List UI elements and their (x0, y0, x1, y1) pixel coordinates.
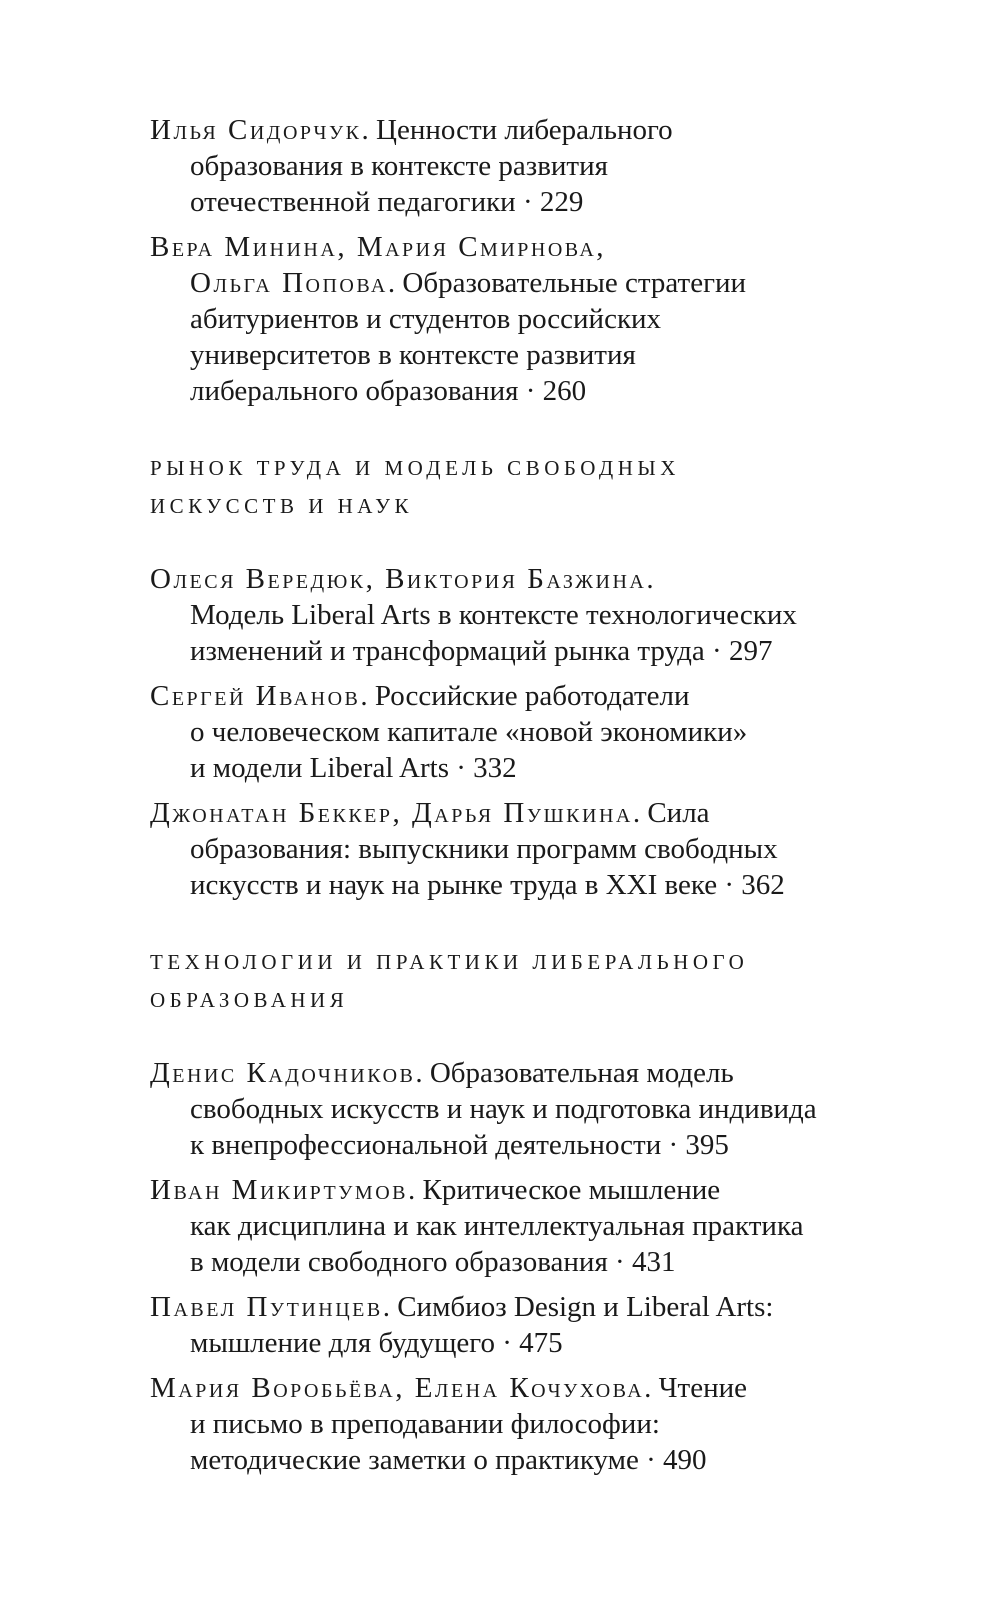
toc-entry-line (150, 337, 940, 373)
entry-text: . Образовательная модель (415, 1057, 734, 1089)
toc-entry (150, 112, 940, 220)
toc-entry-line (150, 229, 940, 265)
section-heading (150, 943, 940, 1019)
entry-text: искусств и наук на рынке труда в XXI веке · 362 (190, 869, 785, 901)
toc-entry (150, 678, 940, 786)
toc-entry-line (150, 597, 940, 633)
author-name: Мария Воробьёва, Елена Кочухова (150, 1372, 645, 1404)
section-heading (150, 449, 940, 525)
entry-text: отечественной педагогики · 229 (190, 186, 584, 218)
entry-text: . Чтение (644, 1372, 747, 1404)
toc-entry-line (150, 1055, 940, 1091)
toc-entry-line (150, 265, 940, 301)
entry-text: в модели свободного образования · 431 (190, 1246, 676, 1278)
toc-entry (150, 229, 940, 409)
toc-entry-line (150, 1127, 940, 1163)
section-heading-line: ИСКУССТВ И НАУК (150, 494, 414, 518)
entry-text: . Сила (632, 797, 710, 829)
entry-text: и письмо в преподавании философии: (190, 1408, 660, 1440)
entry-text: о человеческом капитале «новой экономики» (190, 716, 748, 748)
toc-entry (150, 561, 940, 669)
entry-text: Модель Liberal Arts в контексте технологических (190, 599, 797, 631)
toc-entry (150, 1289, 940, 1361)
toc-entry (150, 795, 940, 903)
entry-text: методические заметки о практикуме · 490 (190, 1444, 707, 1476)
author-name: Павел Путинцев (150, 1291, 383, 1323)
toc-entry-line (150, 1208, 940, 1244)
toc-entry-line (150, 1406, 940, 1442)
toc-entry-line (150, 633, 940, 669)
toc-entry-line (150, 1442, 940, 1478)
toc-entry-line (150, 373, 940, 409)
toc-entry-line (150, 184, 940, 220)
toc-entry (150, 1055, 940, 1163)
toc-entry-line (150, 301, 940, 337)
section-heading-line: ТЕХНОЛОГИИ И ПРАКТИКИ ЛИБЕРАЛЬНОГО (150, 950, 749, 974)
toc-entry-line (150, 1172, 940, 1208)
author-name: Денис Кадочников (150, 1057, 416, 1089)
entry-text: изменений и трансформаций рынка труда · 297 (190, 635, 773, 667)
toc-entry-line (150, 148, 940, 184)
toc-entry-line (150, 795, 940, 831)
toc-entry-line (150, 1370, 940, 1406)
author-name: Илья Сидорчук (150, 114, 362, 146)
entry-text: либерального образования · 260 (190, 375, 587, 407)
toc-entry-line (150, 831, 940, 867)
toc-entry-line (150, 678, 940, 714)
toc-entry-line (150, 1289, 940, 1325)
section-heading-line: РЫНОК ТРУДА И МОДЕЛЬ СВОБОДНЫХ (150, 456, 680, 480)
entry-text: мышление для будущего · 475 (190, 1327, 563, 1359)
author-name: Сергей Иванов (150, 680, 361, 712)
toc-entry (150, 1172, 940, 1280)
author-name: Ольга Попова (190, 267, 388, 299)
toc-entry-line (150, 714, 940, 750)
author-name: Иван Микиртумов (150, 1174, 408, 1206)
entry-text: к внепрофессиональной деятельности · 395 (190, 1129, 729, 1161)
toc-entry-line (150, 1325, 940, 1361)
table-of-contents (150, 112, 940, 1487)
toc-entry-line (150, 867, 940, 903)
entry-text: . Симбиоз Design и Liberal Arts: (382, 1291, 774, 1323)
toc-entry-line (150, 112, 940, 148)
entry-text: и модели Liberal Arts · 332 (190, 752, 517, 784)
toc-entry (150, 1370, 940, 1478)
entry-text: . (646, 563, 654, 595)
entry-text: . Ценности либерального (361, 114, 673, 146)
entry-text: как дисциплина и как интеллектуальная практика (190, 1210, 804, 1242)
toc-entry-line (150, 561, 940, 597)
entry-text: образования: выпускники программ свободных (190, 833, 778, 865)
author-name: Олеся Вередюк, Виктория Базжина (150, 563, 647, 595)
entry-text: абитуриентов и студентов российских (190, 303, 662, 335)
author-name: Вера Минина, Мария Смирнова, (150, 231, 607, 263)
entry-text: университетов в контексте развития (190, 339, 636, 371)
entry-text: образования в контексте развития (190, 150, 608, 182)
toc-entry-line (150, 1244, 940, 1280)
entry-text: . Критическое мышление (407, 1174, 721, 1206)
toc-entry-line (150, 1091, 940, 1127)
author-name: Джонатан Беккер, Дарья Пушкина (150, 797, 633, 829)
toc-entry-line (150, 750, 940, 786)
section-heading-line: ОБРАЗОВАНИЯ (150, 988, 349, 1012)
entry-text: свободных искусств и наук и подготовка индивида (190, 1093, 817, 1125)
entry-text: . Российские работодатели (360, 680, 690, 712)
entry-text: . Образовательные стратегии (387, 267, 747, 299)
